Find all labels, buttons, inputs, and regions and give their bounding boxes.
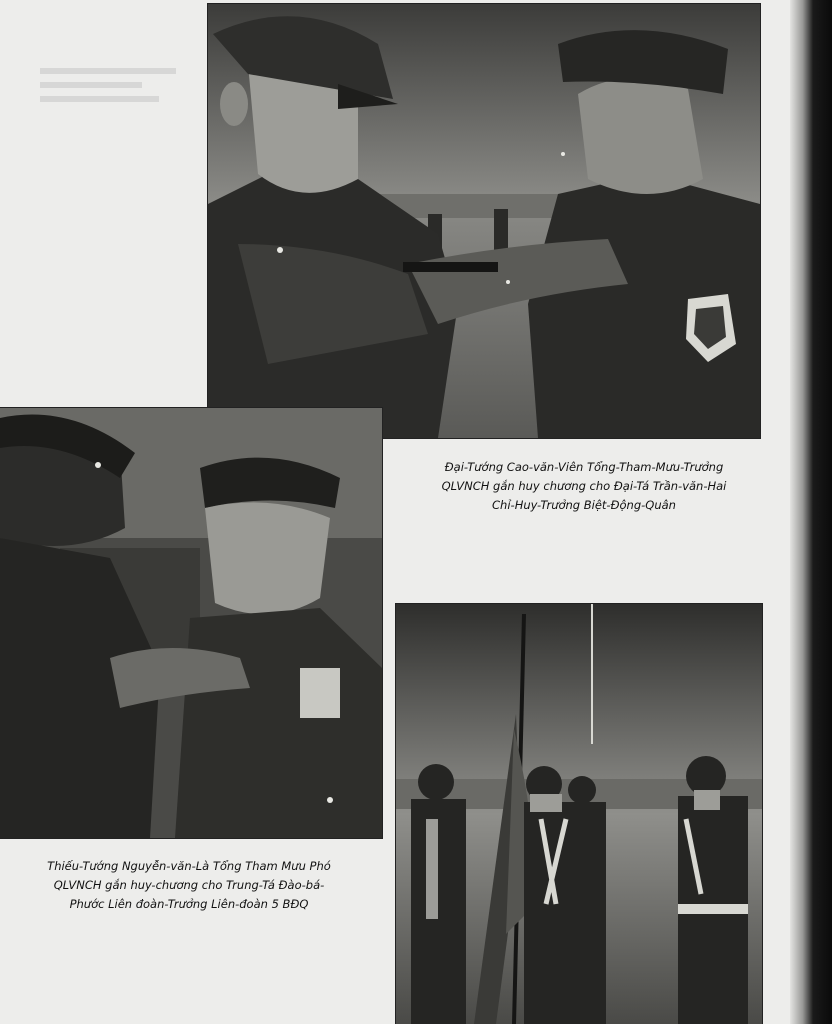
book-spine-shadow: [790, 0, 832, 1024]
caption-top-line-3: Chỉ-Huy-Trưởng Biệt-Động-Quân: [492, 498, 676, 512]
photo-top-medal-ceremony: [208, 4, 760, 438]
photo-bottom-flag-formation: [396, 604, 762, 1024]
caption-left-line-3: Phước Liên đoàn-Trưởng Liên-đoàn 5 BĐQ: [69, 897, 309, 911]
caption-left-line-2: QLVNCH gắn huy-chương cho Trung-Tá Đào-bá-: [53, 878, 325, 892]
caption-top-photo: [404, 458, 764, 515]
bleed-through-text: [40, 60, 210, 140]
caption-left-line-1: Thiếu-Tướng Nguyễn-văn-Là Tổng Tham Mưu Phó: [47, 859, 331, 873]
caption-left-photo: [8, 857, 370, 914]
caption-top-line-1: Đại-Tướng Cao-văn-Viên Tổng-Tham-Mưu-Trưởng: [444, 460, 724, 474]
caption-top-line-2: QLVNCH gắn huy chương cho Đại-Tá Trần-văn-Hai: [441, 479, 727, 493]
photo-left-medal-pinning: [0, 408, 382, 838]
